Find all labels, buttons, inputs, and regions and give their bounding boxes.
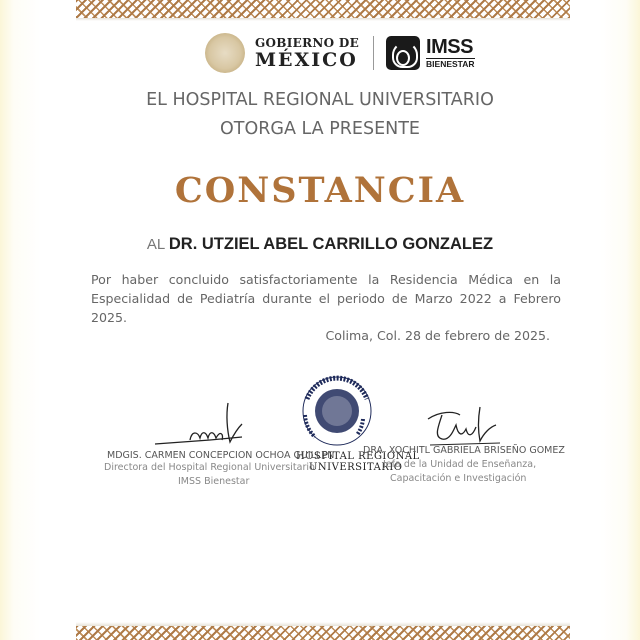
imss-emblem-icon [386, 36, 420, 70]
decorative-border-top [76, 0, 570, 18]
gobierno-de-mexico-logo [255, 37, 359, 70]
heading-line2: OTORGA LA PRESENTE [220, 119, 420, 139]
recipient [0, 235, 640, 254]
recipient-name: DR. UTZIEL ABEL CARRILLO GONZALEZ [168, 235, 494, 253]
imss-line1: IMSS [426, 36, 473, 59]
gobierno-line1: GOBIERNO DE [255, 35, 360, 50]
signatory-right-name: DRA. XOCHITL GABRIELA BRISEÑO GOMEZ [363, 445, 565, 456]
signature-left-icon [150, 400, 250, 450]
header-logos [205, 30, 475, 76]
signatory-left-name: MDGIS. CARMEN CONCEPCION OCHOA GUILLEN [107, 450, 335, 461]
stamp-text-line1: HOSPITAL REGIONAL [296, 451, 420, 462]
decorative-border-bottom [76, 626, 570, 640]
body-text: Por haber concluido satisfactoriamente la Residencia Médica en la Especialidad de Pediatría durante el periodo de Marzo 2022 a Febrero 2025. [91, 272, 561, 325]
border-shadow-top [76, 18, 570, 21]
signatory-left-org: IMSS Bienestar [178, 476, 250, 487]
mexico-coat-of-arms-icon [205, 33, 245, 73]
imss-line2: BIENESTAR [426, 59, 475, 70]
heading-line1: EL HOSPITAL REGIONAL UNIVERSITARIO [146, 90, 494, 110]
logo-divider [373, 36, 374, 70]
stamp-text-line2: UNIVERSITARIO [309, 462, 403, 473]
official-stamp-icon [295, 375, 375, 455]
signatory-right-role: Jefa de la Unidad de Enseñanza, [383, 459, 537, 470]
gobierno-line2: MÉXICO [255, 48, 358, 71]
signatory-right-org: Capacitación e Investigación [390, 473, 527, 484]
imss-bienestar-logo [426, 37, 475, 69]
signatory-left-role: Directora del Hospital Regional Universitario [104, 462, 315, 473]
recipient-prefix: AL [146, 236, 169, 253]
place-date: Colima, Col. 28 de febrero de 2025. [325, 328, 550, 343]
document-title: CONSTANCIA [174, 170, 466, 211]
